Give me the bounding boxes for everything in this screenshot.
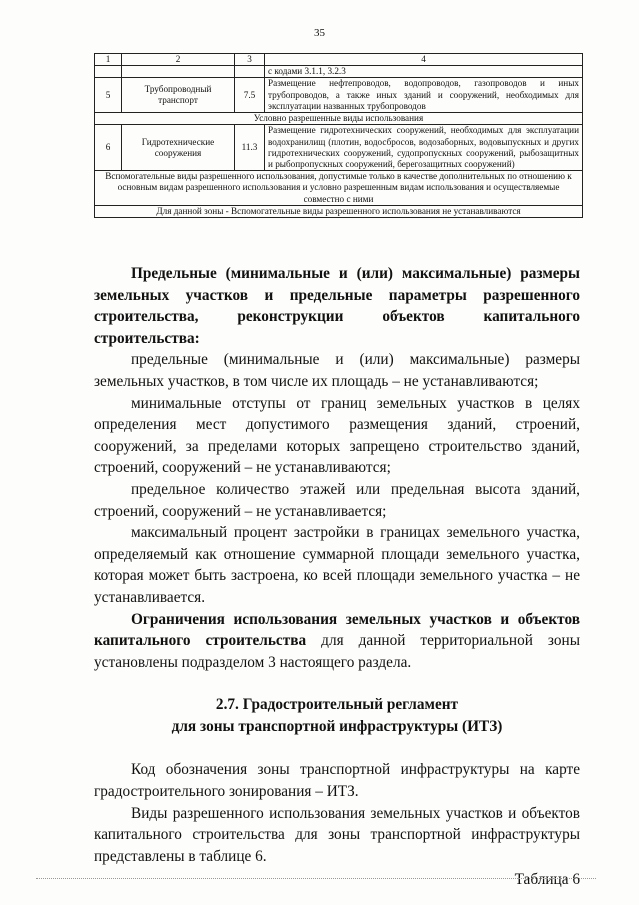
auxiliary-uses-header: Вспомогательные виды разрешенного использования, допустимые только в качестве дополнительных по отношению к основным видам разрешенного использования и условно разрешенным видам использования и осуществляемые совместно с ними <box>95 171 583 206</box>
table-caption: Таблица 6 <box>514 871 580 889</box>
empty-cell <box>95 66 122 78</box>
paragraph-setbacks: минимальные отступы от границ земельных участков в целях определения мест допустимого размещения зданий, строений, сооружений, за пределами которых запрещено строительство зданий, строений, сооружений – не устанавливаются; <box>94 394 580 477</box>
column-header: 2 <box>122 54 235 66</box>
limits-heading-text: Предельные (минимальные и (или) максимальные) размеры земельных участков и предельные параметры разрешенного строительства, реконструкции объектов капитального строительства: <box>94 265 580 347</box>
page-bottom-edge <box>36 878 596 879</box>
use-type-name: Гидротехнические сооружения <box>122 125 235 171</box>
land-use-table <box>94 53 583 218</box>
document-body <box>94 263 580 891</box>
paragraph-zone-code: Код обозначения зоны транспортной инфраструктуры на карте градостроительного зонирования – ИТЗ. <box>94 761 580 801</box>
table-row <box>95 66 583 78</box>
paragraph-restrictions <box>94 609 580 674</box>
column-header: 3 <box>235 54 265 66</box>
row-number: 6 <box>95 125 122 171</box>
paragraph-percent: максимальный процент застройки в границах земельного участка, определяемый как отношение суммарной площади земельного участка, которая может быть застроена, ко всей площади земельного участка – не устанавливается. <box>94 524 580 606</box>
empty-cell <box>122 66 235 78</box>
continuation-cell: с кодами 3.1.1, 3.2.3 <box>265 66 583 78</box>
column-header: 1 <box>95 54 122 66</box>
use-type-description: Размещение гидротехнических сооружений, необходимых для эксплуатации водохранилищ (плотин, водосбросов, водозаборных, водовыпускных и других гидротехнических сооружений, судопропускных сооружений, рыбозащитных и рыбопропускных сооружений, берегозащитных сооружений) <box>265 125 583 171</box>
use-type-code: 7.5 <box>235 78 265 113</box>
row-number: 5 <box>95 78 122 113</box>
section-title: 2.7. Градостроительный регламент <box>215 696 459 714</box>
table-row <box>95 125 583 171</box>
table-section-row <box>95 171 583 206</box>
limits-heading <box>94 263 580 349</box>
empty-cell <box>235 66 265 78</box>
use-type-name: Трубопроводный транспорт <box>122 78 235 113</box>
page-number: 35 <box>314 27 325 39</box>
table-section-row <box>95 113 583 125</box>
paragraph-use-types: Виды разрешенного использования земельных участков и объектов капитального строительства для зоны транспортной инфраструктуры представлены в таблице 6. <box>94 804 580 865</box>
restrictions-bold: Ограничения использования земельных участков и объектов капитального строительства <box>94 610 580 650</box>
column-header: 4 <box>265 54 583 66</box>
use-type-description: Размещение нефтепроводов, водопроводов, газопроводов и иных трубопроводов, а также иных зданий и сооружений, необходимых для эксплуатации названных трубопроводов <box>265 78 583 113</box>
table-section-row <box>95 205 583 217</box>
table-row <box>95 78 583 113</box>
auxiliary-note-text: Для данной зоны - Вспомогательные виды разрешенного использования не устанавливаются <box>156 205 521 216</box>
table-header-row <box>95 54 583 66</box>
paragraph-floors: предельное количество этажей или предельная высота зданий, строений, сооружений – не устанавливается; <box>94 480 580 520</box>
section-subtitle: для зоны транспортной инфраструктуры (ИТЗ) <box>171 717 503 735</box>
use-type-code: 11.3 <box>235 125 265 171</box>
auxiliary-uses-note <box>95 205 583 217</box>
paragraph-sizes: предельные (минимальные и (или) максимальные) размеры земельных участков, в том числе их площадь – не устанавливаются; <box>94 351 580 390</box>
conditional-uses-header: Условно разрешенные виды использования <box>95 113 583 125</box>
restrictions-rest: для данной территориальной зоны установлены подразделом 3 настоящего раздела. <box>94 632 580 671</box>
